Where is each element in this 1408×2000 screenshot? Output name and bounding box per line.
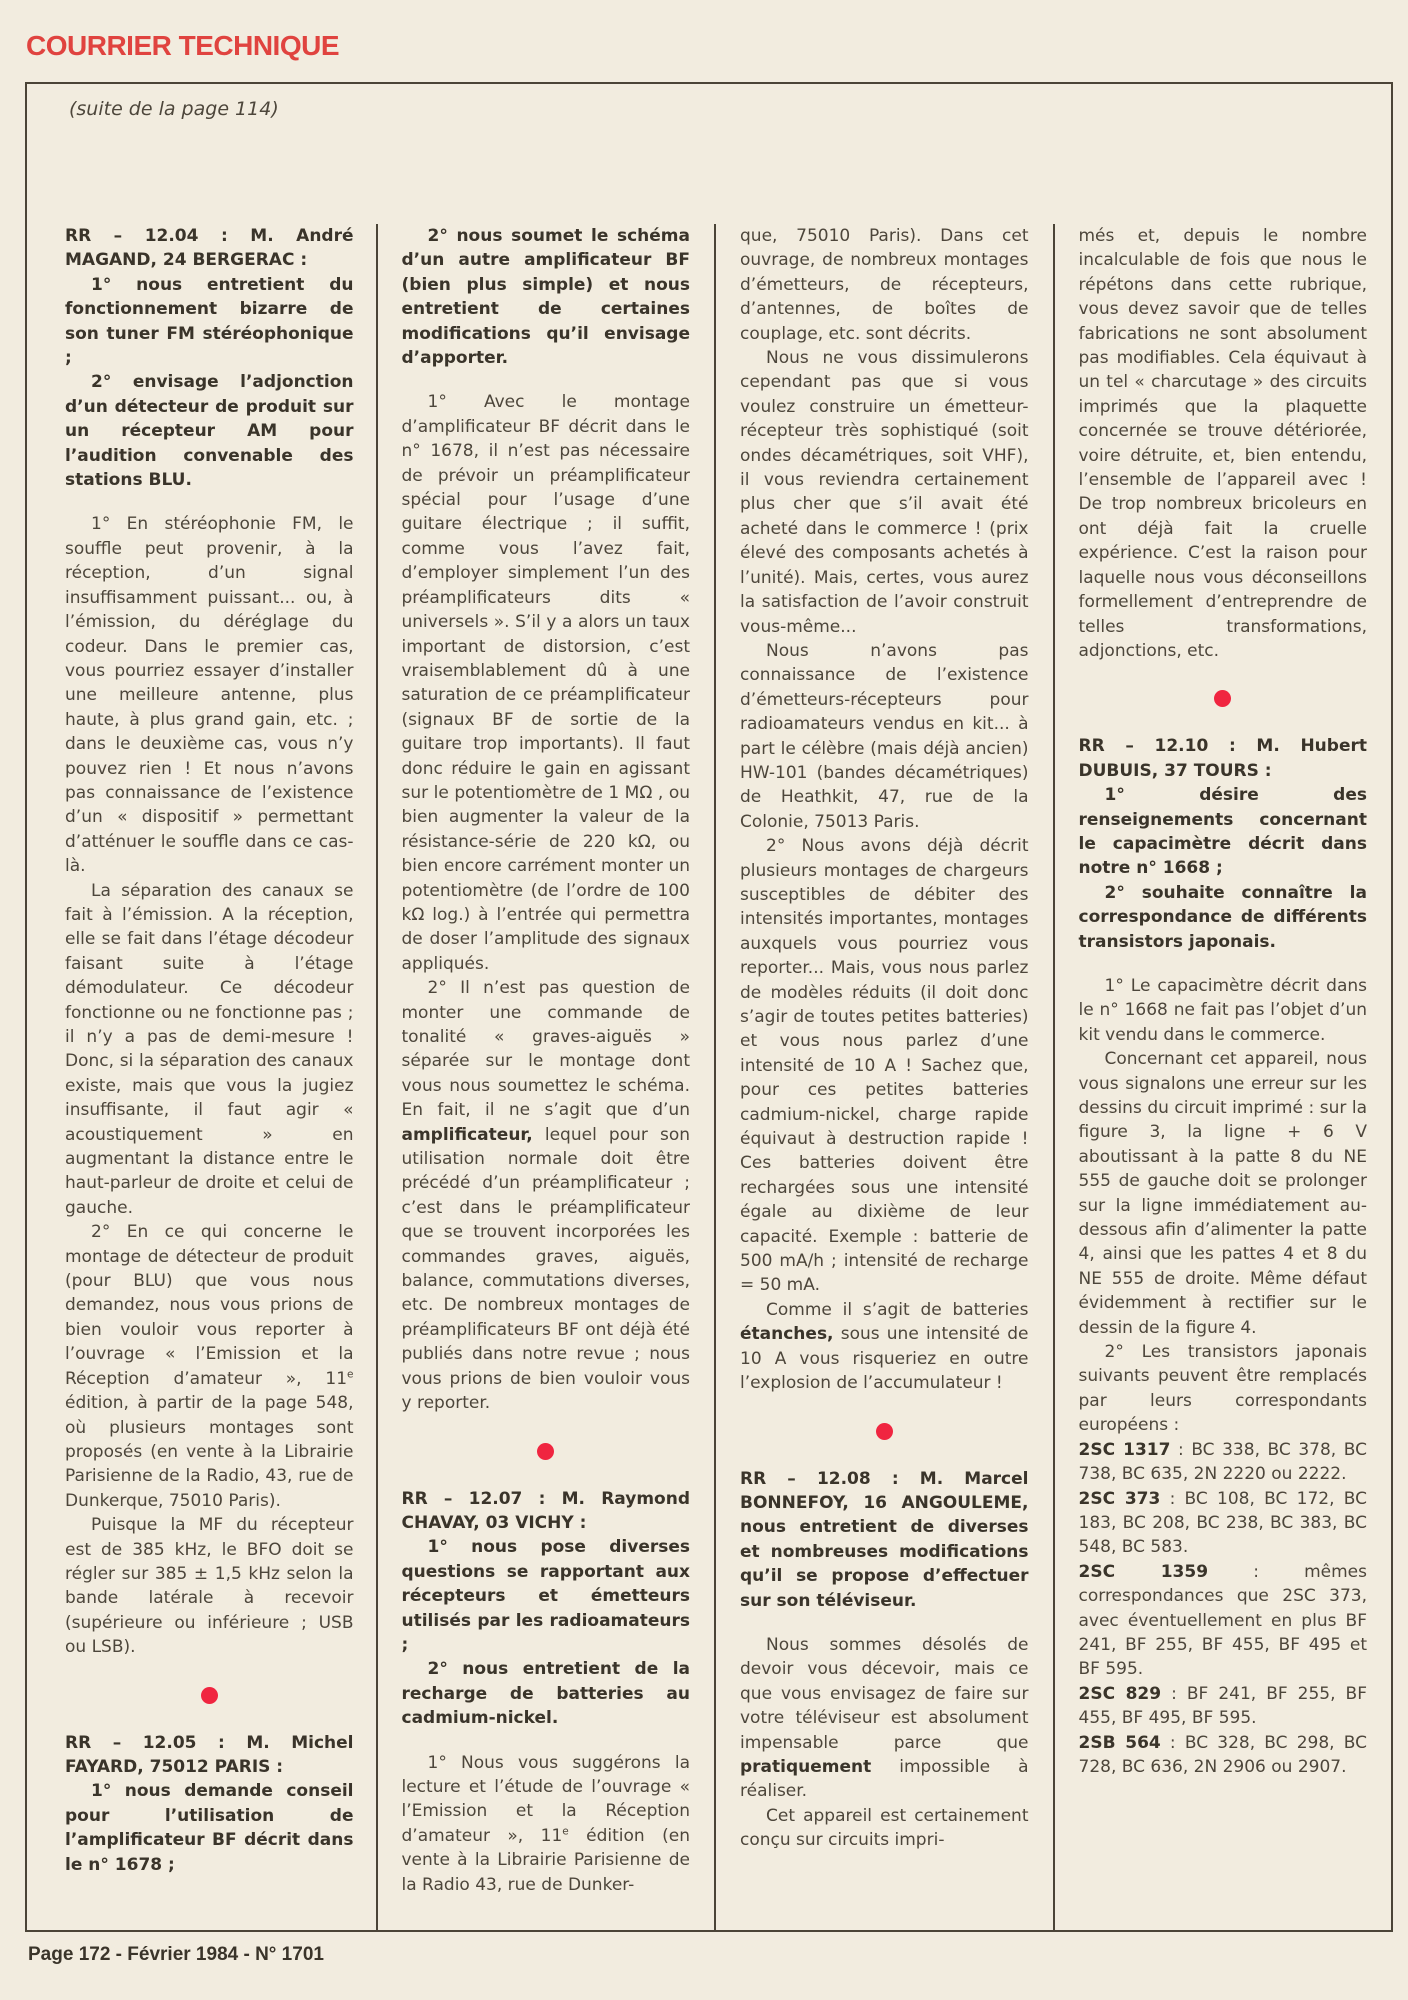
answer-paragraph: Puisque la MF du récepteur est de 385 kHz, le BFO doit se régler sur 385 ± 1,5 kHz selon la bande latérale à recevoir (supérieure ou inférieure ; USB ou LSB). — [65, 1515, 354, 1658]
page-footer: Page 172 - Février 1984 - N° 1701 — [28, 1944, 324, 1965]
transistor-equivalence-line: 2SC 373 : BC 108, BC 172, BC 183, BC 208, BC 238, BC 383, BC 548, BC 583. — [1078, 1488, 1367, 1558]
question-summary: 2° nous soumet le schéma d’un autre amplificateur BF (bien plus simple) et nous entretient de certaines modifications qu’il envisage d’apporter. — [401, 226, 690, 369]
answer-paragraph: 1° Nous vous suggérons la lecture et l’étude de l’ouvrage « l’Emission et la Réception d’amateur », 11e édition (en vente à la Librairie Parisienne de la Radio 43, rue de Dunker- — [401, 1752, 690, 1895]
question-heading: RR – 12.07 : M. Raymond CHAVAY, 03 VICHY : — [401, 1488, 690, 1533]
transistor-equivalence-line: 2SC 1317 : BC 338, BC 378, BC 738, BC 635, 2N 2220 ou 2222. — [1078, 1439, 1367, 1485]
content-box — [25, 82, 1393, 1932]
question-heading: RR – 12.08 : M. Marcel BONNEFOY, 16 ANGOULEME, nous entretient de diverses et nombreuses modifications qu’il se propose d’effectuer sur son téléviseur. — [740, 1468, 1029, 1611]
continuation-note: (suite de la page 114) — [69, 98, 279, 120]
answer-paragraph: 2° En ce qui concerne le montage de détecteur de produit (pour BLU) que vous nous demandez, nous vous prions de bien vouloir vous reporter à l’ouvrage « l’Emission et la Réception d’amateur », 11e édition, à partir de la page 548, où plusieurs montages sont proposés (en vente à la Librairie Parisienne de la Radio, 43, rue de Dunkerque, 75010 Paris). — [65, 1222, 354, 1511]
columns-container — [27, 224, 1391, 1930]
red-dot-separator — [537, 1443, 554, 1460]
answer-paragraph: 1° Avec le montage d’amplificateur BF décrit dans le n° 1678, il n’est pas nécessaire de prévoir un préamplificateur spécial pour l’usage d’une guitare électrique ; il suffit, comme vous l’avez fait, d’employer simplement l’un des préamplificateurs dits « universels ». S’il y a alors un taux important de distorsion, c’est vraisemblablement dû à une saturation de ce préamplificateur (signaux BF de sortie de la guitare trop importants). Il faut donc réduire le gain en agissant sur le potentiomètre de 1 MΩ , ou bien augmenter la valeur de la résistance-série de 220 kΩ, ou bien encore carrément monter un potentiomètre (de l’ordre de 100 kΩ log.) à l’entrée qui permettra de doser l’amplitude des signaux appliqués. — [401, 392, 690, 974]
answer-paragraph: Comme il s’agit de batteries étanches, sous une intensité de 10 A vous risqueriez en outre l’explosion de l’accumulateur ! — [740, 1299, 1029, 1394]
answer-paragraph: Cet appareil est certainement conçu sur circuits impri- — [740, 1805, 1029, 1851]
transistor-equivalence-line: 2SC 1359 : mêmes correspondances que 2SC 373, avec éventuellement en plus BF 241, BF 255, BF 455, BF 495 et BF 595. — [1078, 1561, 1367, 1680]
answer-paragraph: 1° En stéréophonie FM, le souffle peut provenir, à la réception, d’un signal insuffisamment puissant... ou, à l’émission, du déréglage du codeur. Dans le premier cas, vous pourriez essayer d’installer une meilleure antenne, plus haute, à plus grand gain, etc. ; dans le deuxième cas, vous n’y pouvez rien ! Et nous n’avons pas connaissance de l’existence d’un « dispositif » permettant d’atténuer le souffle dans ce cas-là. — [65, 514, 354, 877]
answer-paragraph: Nous sommes désolés de devoir vous décevoir, mais ce que vous envisagez de faire sur votre téléviseur est absolument impensable parce que pratiquement impossible à réaliser. — [740, 1634, 1029, 1802]
question-summary: 2° nous entretient de la recharge de batteries au cadmium-nickel. — [401, 1659, 690, 1729]
answer-paragraph: 2° Il n’est pas question de monter une commande de tonalité « graves-aiguës » séparée sur le montage dont vous nous soumettez le schéma. En fait, il ne s’agit que d’un amplificateur, lequel pour son utilisation normale doit être précédé d’un préamplificateur ; c’est dans le préamplificateur que se trouvent incorporées les commandes graves, aiguës, balance, commutations diverses, etc. De nombreux montages de préamplificateurs BF ont déjà été publiés dans notre revue ; nous vous prions de bien vouloir vous y reporter. — [401, 978, 690, 1414]
question-summary: 2° souhaite connaître la correspondance de différents transistors japonais. — [1078, 882, 1367, 952]
answer-paragraph: Nous ne vous dissimulerons cependant pas que si vous voulez construire un émetteur-récepteur très sophistiqué (soit ondes décamétriques, soit VHF), il vous reviendra certainement plus cher que s’il avait été acheté dans le commerce ! (prix élevé des composants achetés à l’unité). Mais, certes, vous aurez la satisfaction de l’avoir construit vous-même... — [740, 348, 1029, 637]
question-summary: 1° nous demande conseil pour l’utilisation de l’amplificateur BF décrit dans le n° 1678 ; — [65, 1781, 354, 1875]
red-dot-separator — [1214, 690, 1231, 707]
question-heading: RR – 12.04 : M. André MAGAND, 24 BERGERAC : — [65, 226, 354, 271]
question-summary: 1° nous entretient du fonctionnement bizarre de son tuner FM stéréophonique ; — [65, 274, 354, 369]
answer-paragraph: 2° Les transistors japonais suivants peuvent être remplacés par leurs correspondants européens : — [1078, 1342, 1367, 1436]
text-column — [1053, 224, 1392, 1930]
transistor-equivalence-line: 2SB 564 : BC 328, BC 298, BC 728, BC 636, 2N 2906 ou 2907. — [1078, 1732, 1368, 1777]
answer-paragraph: 2° Nous avons déjà décrit plusieurs montages de chargeurs susceptibles de débiter des intensités importantes, montages auxquels vous pourriez vous reporter... Mais, vous nous parlez de modèles réduits (il doit donc s’agir de toutes petites batteries) et vous nous parlez d’une intensité de 10 A ! Sachez que, pour ces petites batteries cadmium-nickel, charge rapide équivaut à destruction rapide ! Ces batteries doivent être rechargées sous une intensité égale au dixième de leur capacité. Exemple : batterie de 500 mA/h ; intensité de recharge = 50 mA. — [740, 836, 1029, 1296]
answer-paragraph: 1° Le capacimètre décrit dans le n° 1668 ne fait pas l’objet d’un kit vendu dans le commerce. — [1078, 975, 1367, 1045]
question-summary: 1° désire des renseignements concernant le capacimètre décrit dans notre n° 1668 ; — [1078, 785, 1367, 879]
text-column — [27, 224, 376, 1930]
transistor-equivalence-line: 2SC 829 : BF 241, BF 255, BF 455, BF 495, BF 595. — [1078, 1683, 1367, 1729]
red-dot-separator — [876, 1423, 893, 1440]
page-title: COURRIER TECHNIQUE — [26, 30, 340, 61]
answer-paragraph: Concernant cet appareil, nous vous signalons une erreur sur les dessins du circuit imprimé : sur la figure 3, la ligne + 6 V aboutissant à la patte 8 du NE 555 de gauche doit se prolonger sur la ligne immédiatement au-dessous afin d’alimenter la patte 4, ainsi que les pattes 4 et 8 du NE 555 de droite. Même défaut évidemment à rectifier sur le dessin de la figure 4. — [1078, 1049, 1367, 1338]
question-heading: RR – 12.10 : M. Hubert DUBUIS, 37 TOURS : — [1078, 736, 1367, 781]
text-column — [714, 224, 1053, 1930]
answer-paragraph-continued: que, 75010 Paris). Dans cet ouvrage, de nombreux montages d’émetteurs, de récepteurs, d’antennes, de boîtes de couplage, etc. sont décrits. — [740, 226, 1029, 344]
question-summary: 2° envisage l’adjonction d’un détecteur de produit sur un récepteur AM pour l’audition convenable des stations BLU. — [65, 372, 354, 491]
answer-paragraph: La séparation des canaux se fait à l’émission. A la réception, elle se fait dans l’étage décodeur faisant suite à l’étage démodulateur. Ce décodeur fonctionne ou ne fonctionne pas ; il n’y a pas de demi-mesure ! Donc, si la séparation des canaux existe, mais que vous la jugiez insuffisante, il faut agir « acoustiquement » en augmentant la distance entre le haut-parleur de droite et celui de gauche. — [65, 880, 354, 1218]
question-summary: 1° nous pose diverses questions se rapportant aux récepteurs et émetteurs utilisés par les radioamateurs ; — [401, 1537, 690, 1655]
answer-paragraph: Nous n’avons pas connaissance de l’existence d’émetteurs-récepteurs pour radioamateurs vendus en kit... à part le célèbre (mais déjà ancien) HW-101 (bandes décamétriques) de Heathkit, 47, rue de la Colonie, 75013 Paris. — [740, 640, 1029, 832]
text-column — [376, 224, 715, 1930]
red-dot-separator — [201, 1687, 218, 1704]
question-heading: RR – 12.05 : M. Michel FAYARD, 75012 PARIS : — [65, 1732, 354, 1777]
answer-paragraph-continued: més et, depuis le nombre incalculable de fois que nous le répétons dans cette rubrique, vous devez savoir que de telles fabrications ne sont absolument pas modifiables. Cela équivaut à un tel « charcutage » des circuits imprimés que la plaquette concernée se trouve détériorée, voire détruite, et, bien entendu, l’ensemble de l’appareil avec ! De trop nombreux bricoleurs en ont déjà fait la cruelle expérience. C’est la raison pour laquelle nous vous déconseillons formellement d’entreprendre de telles transformations, adjonctions, etc. — [1078, 226, 1367, 661]
